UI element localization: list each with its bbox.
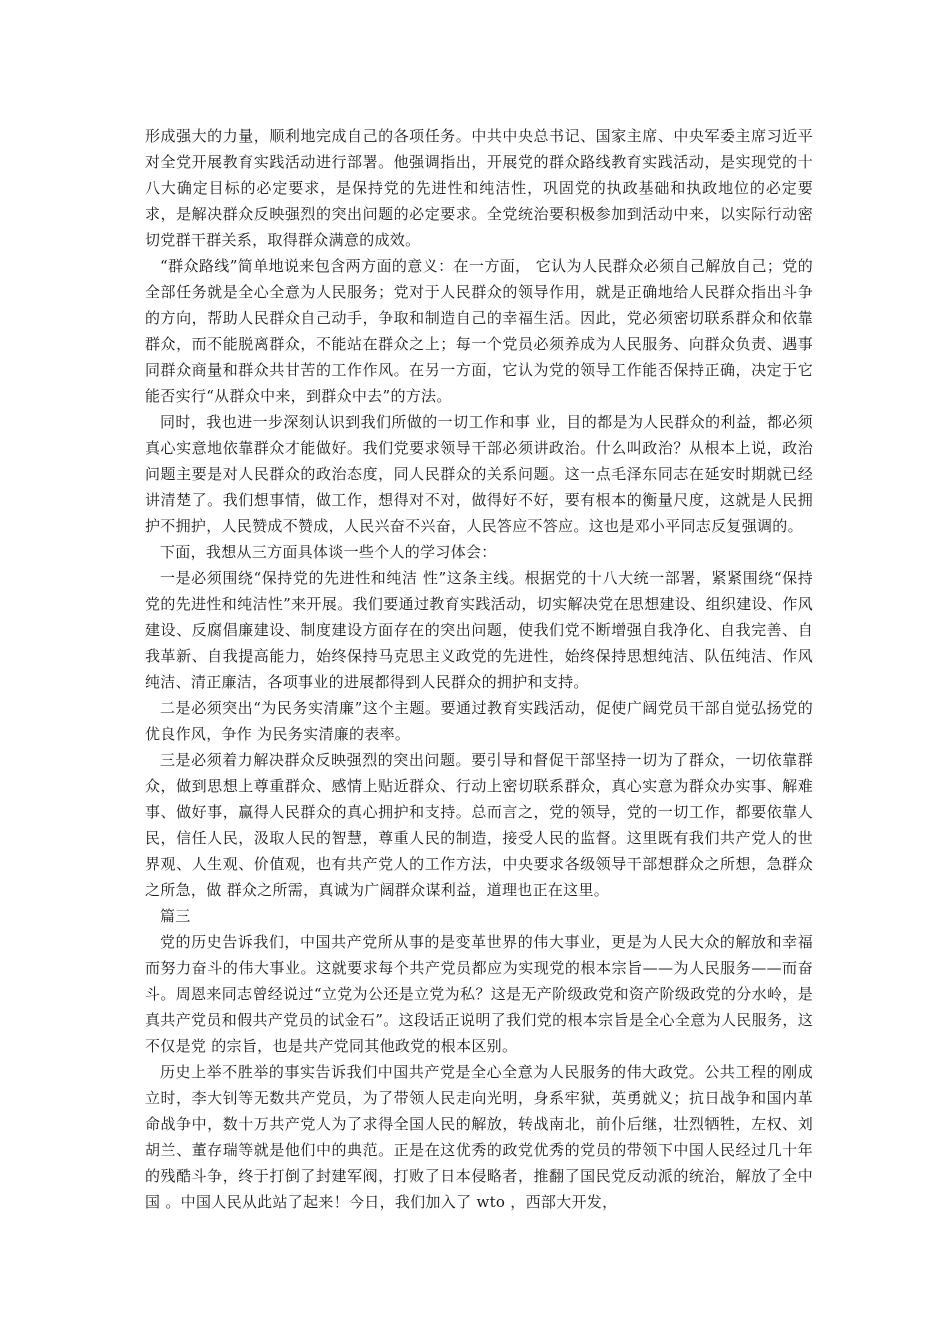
paragraph-3: 同时，我也进一步深刻认识到我们所做的一切工作和事 业，目的都是为人民群众的利益，都必须真心实意地依靠群众才能做好。我们党要求领导干部必须讲政治。什么叫政治？从根本上说，政治问题主要是对人民群众的政治态度，同人民群众的关系问题。这一点毛泽东同志在延安时期就已经讲清楚了。我们想事情，做工作，想得对不对，做得好不好，要有根本的衡量尺度，这就是人民拥护不拥护，人民赞成不赞成，人民兴奋不兴奋，人民答应不答应。这也是邓小平同志反复强调的。 [145,413,813,535]
paragraph-2: “群众路线”简单地说来包含两方面的意义：在一方面， 它认为人民群众必须自己解放自己；党的全部任务就是全心全意为人民服务；党对于人民群众的领导作用，就是正确地给人民群众指出斗争的方向，帮助人民群众自己动手，争取和制造自己的幸福生活。因此，党必须密切联系群众和依靠群众，而不能脱离群众，不能站在群众之上；每一个党员必须养成为人民服务、向群众负责、遇事同群众商量和群众共甘苦的工作作风。在另一方面，它认为党的领导工作能否保持正确，决定于它能否实行“从群众中来，到群众中去”的方法。 [145,257,813,405]
paragraph-1: 形成强大的力量，顺利地完成自己的各项任务。中共中央总书记、国家主席、中央军委主席习近平对全党开展教育实践活动进行部署。他强调指出，开展党的群众路线教育实践活动，是实现党的十八大确定目标的必定要求，是保持党的先进性和纯洁性，巩固党的执政基础和执政地位的必定要求，是解决群众反映强烈的突出问题的必定要求。全党统治要积极参加到活动中来，以实际行动密切党群干群关系，取得群众满意的成效。 [145,127,813,249]
paragraph-7: 三是必须着力解决群众反映强烈的突出问题。要引导和督促干部坚持一切为了群众，一切依靠群众，做到思想上尊重群众、感情上贴近群众、行动上密切联系群众，真心实意为群众办实事、解难事、做好事，赢得人民群众的真心拥护和支持。总而言之，党的领导，党的一切工作，都要依靠人民，信任人民，汲取人民的智慧，尊重人民的制造，接受人民的监督。这里既有我们共产党人的世界观、人生观、价值观，也有共产党人的工作方法，中央要求各级领导干部想群众之所想，急群众之所急，做 群众之所需，真诚为广阔群众谋利益，道理也正在这里。 [145,751,813,899]
section-heading: 篇三 [160,907,191,925]
paragraph-6: 二是必须突出“为民务实清廉”这个主题。要通过教育实践活动，促使广阔党员干部自觉弘扬党的优良作风，争作 为民务实清廉的表率。 [145,699,813,743]
paragraph-9: 历史上举不胜举的事实告诉我们中国共产党是全心全意为人民服务的伟大政党。公共工程的刚成立时，李大钊等无数共产党员，为了带领人民走向光明，身系牢狱，英勇就义；抗日战争和国内革命战争中，数十万共产党人为了求得全国人民的解放，转战南北，前仆后继，壮烈牺牲，左权、刘胡兰、董存瑞等就是他们中的典范。正是在这优秀的政党优秀的党员的带领下中国人民经过几十年的残酷斗争，终于打倒了封建军阀，打败了日本侵略者，推翻了国民党反动派的统治，解放了全中国 。中国人民从此站了起来！今日，我们加入了 wto ，西部大开发， [145,1063,813,1211]
document-page [145,123,813,1215]
paragraph-8: 党的历史告诉我们，中国共产党所从事的是变革世界的伟大事业，更是为人民大众的解放和幸福而努力奋斗的伟大事业。这就要求每个共产党员都应为实现党的根本宗旨——为人民服务——而奋斗。周恩来同志曾经说过“立党为公还是立党为私？这是无产阶级政党和资产阶级政党的分水岭，是真共产党员和假共产党员的试金石”。这段话正说明了我们党的根本宗旨是全心全意为人民服务，这不仅是党 的宗旨，也是共产党同其他政党的根本区别。 [145,933,813,1055]
paragraph-4: 下面，我想从三方面具体谈一些个人的学习体会： [160,543,497,561]
paragraph-5: 一是必须围绕“保持党的先进性和纯洁 性”这条主线。根据党的十八大统一部署，紧紧围绕“保持党的先进性和纯洁性”来开展。我们要通过教育实践活动，切实解决党在思想建设、组织建设、作风建设、反腐倡廉建设、制度建设方面存在的突出问题，使我们党不断增强自我净化、自我完善、自我革新、自我提高能力，始终保持马克思主义政党的先进性，始终保持思想纯洁、队伍纯洁、作风纯洁、清正廉洁，各项事业的进展都得到人民群众的拥护和支持。 [145,569,813,691]
